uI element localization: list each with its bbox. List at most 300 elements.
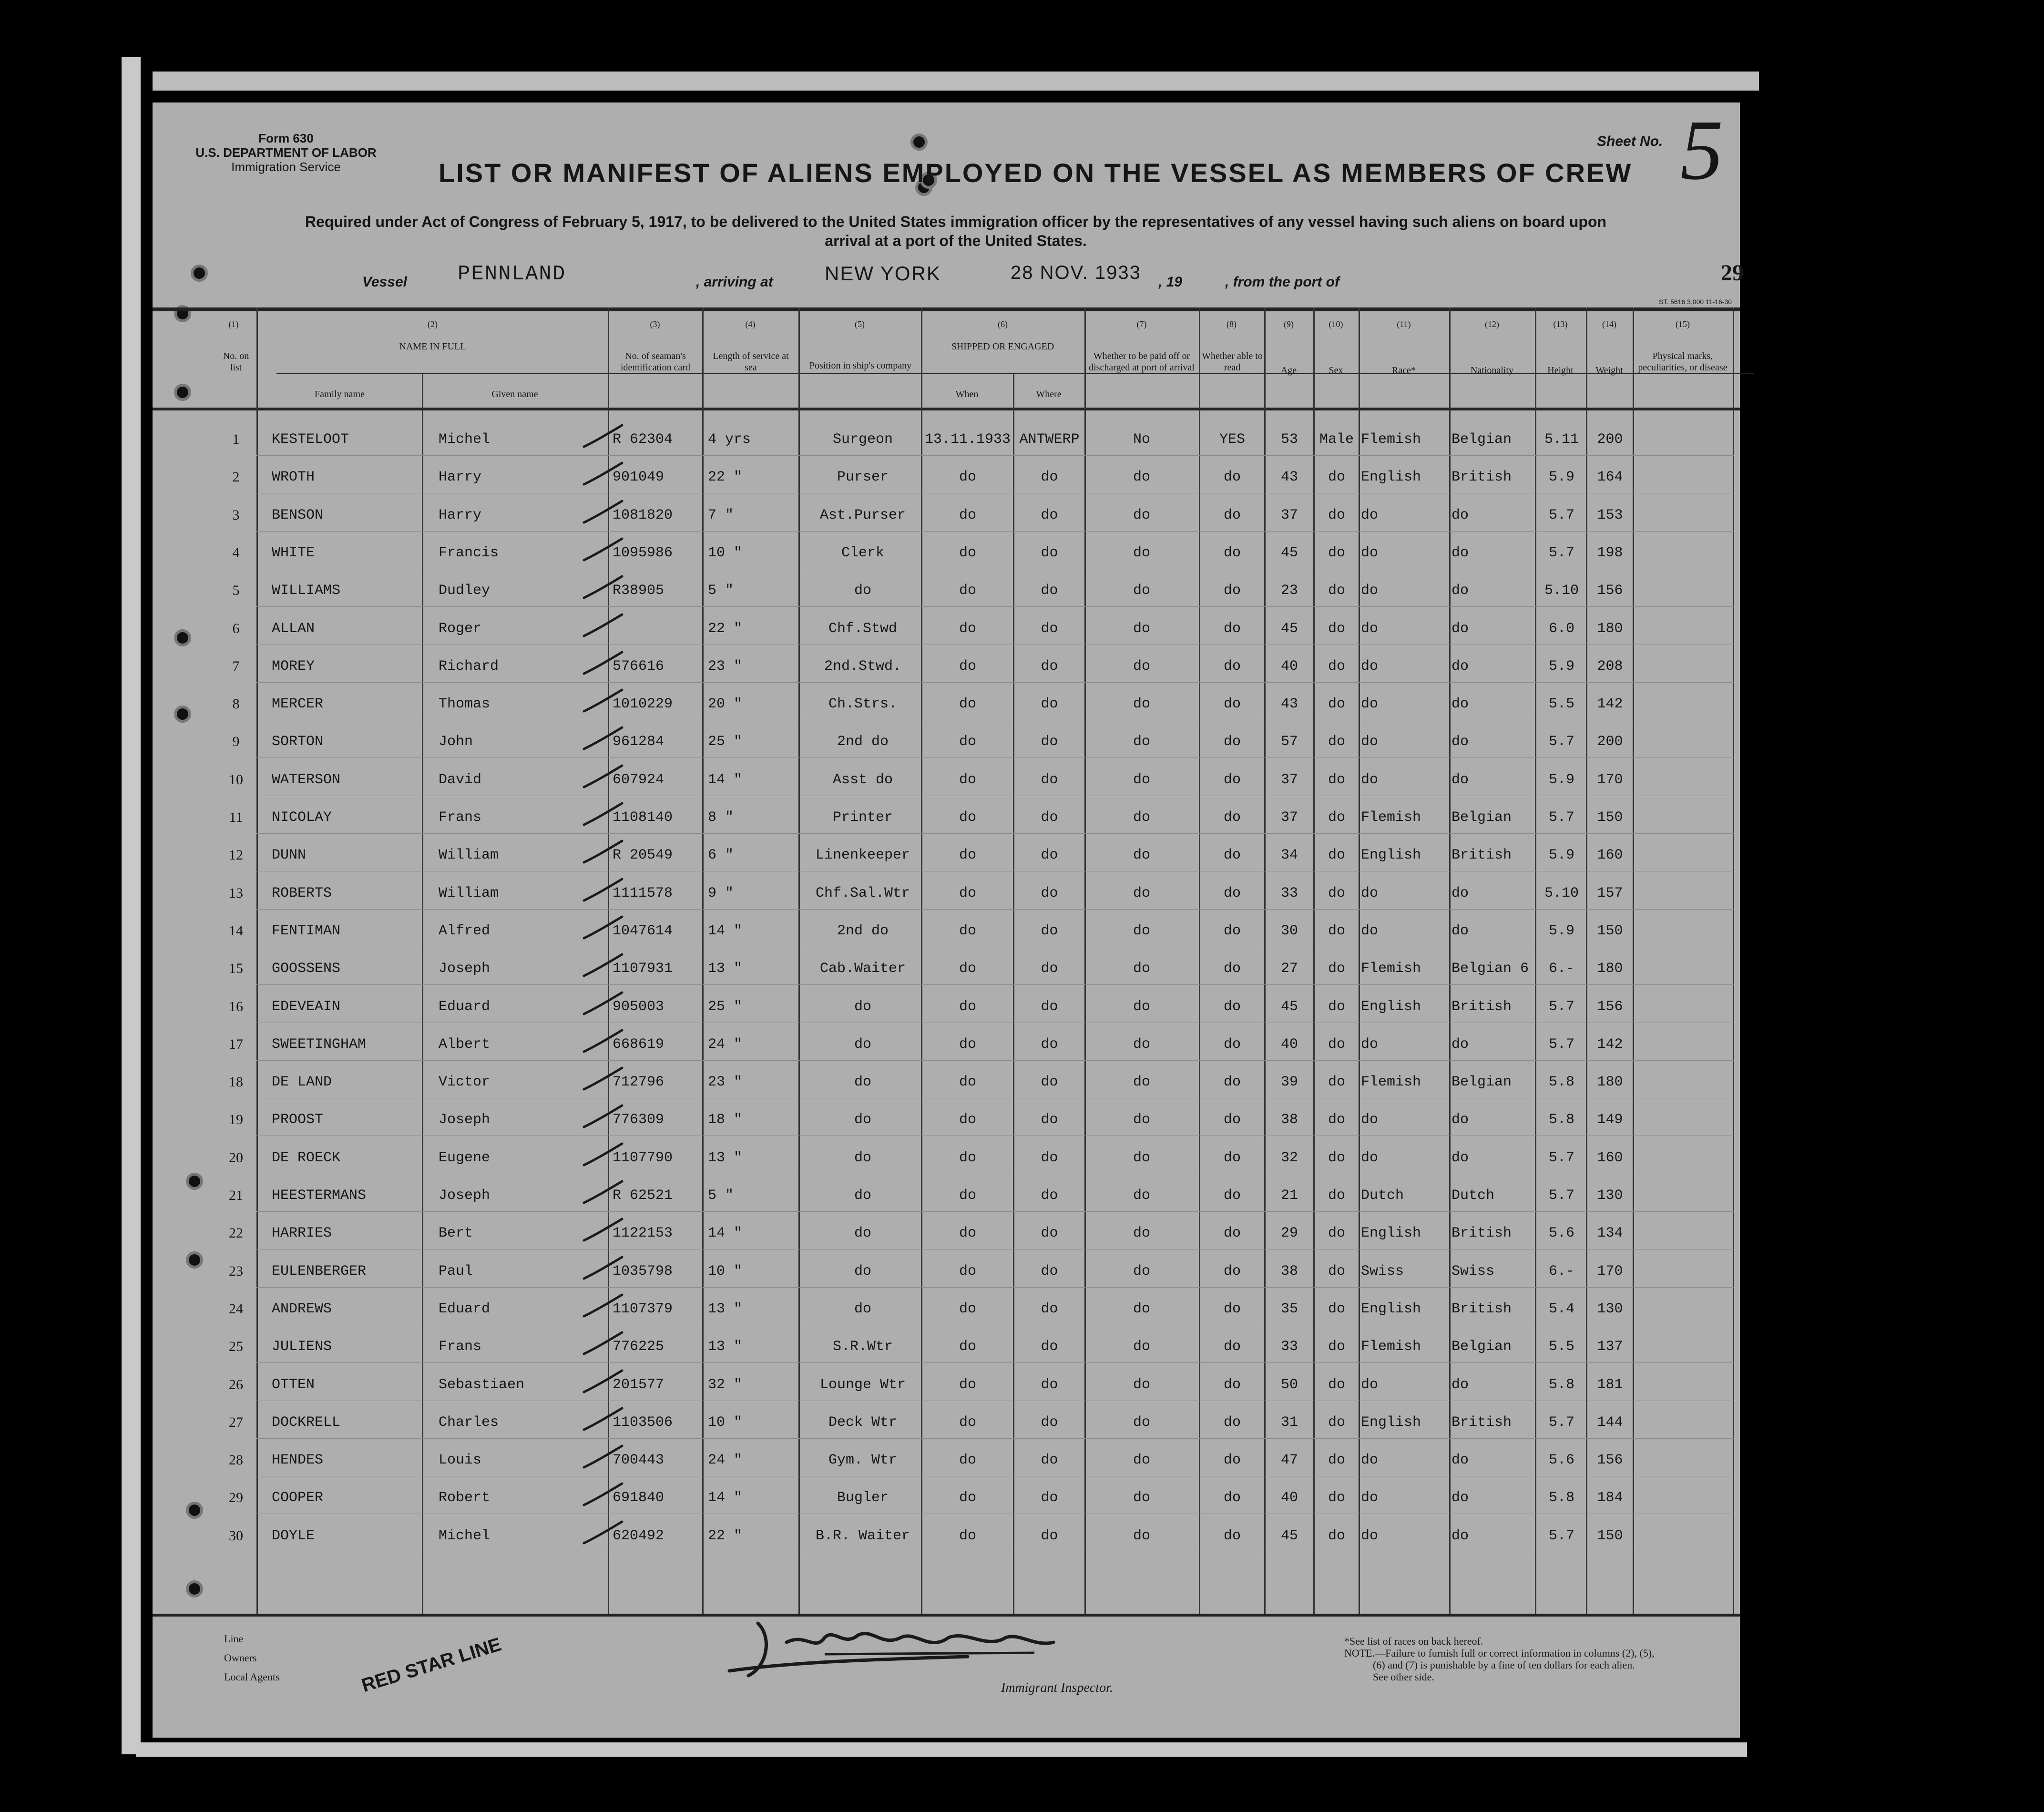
row-13-no: 13	[229, 885, 243, 901]
check-mark-icon	[582, 952, 624, 981]
row-28-when: do	[959, 1452, 976, 1469]
header-when: When	[955, 389, 979, 399]
row-29-sex: do	[1328, 1490, 1345, 1506]
row-5-nat: do	[1451, 583, 1469, 599]
row-16-height: 5.7	[1548, 998, 1574, 1015]
row-8-family: MERCER	[272, 696, 324, 713]
row-rule	[256, 682, 1734, 683]
row-28-age: 47	[1280, 1452, 1298, 1469]
row-1-family: KESTELOOT	[272, 431, 349, 448]
check-mark-icon	[582, 499, 624, 527]
row-23-height: 6.-	[1548, 1263, 1574, 1280]
row-6-given: Roger	[439, 620, 482, 637]
row-21-race: Dutch	[1361, 1188, 1404, 1204]
row-13-paid: do	[1133, 885, 1150, 901]
note-other-side: See other side.	[1373, 1671, 1434, 1683]
row-21-weight: 130	[1597, 1188, 1623, 1204]
row-19-service: 18 "	[708, 1112, 743, 1128]
row-6-weight: 180	[1597, 620, 1623, 637]
row-18-given: Victor	[439, 1074, 491, 1091]
row-13-family: ROBERTS	[272, 885, 332, 901]
row-4-weight: 198	[1597, 544, 1623, 561]
col-num-4: (4)	[745, 319, 756, 329]
row-10-service: 14 "	[708, 771, 743, 788]
col-divider	[1359, 307, 1360, 1614]
row-8-weight: 142	[1597, 696, 1623, 713]
row-30-race: do	[1361, 1527, 1379, 1544]
row-22-position: do	[854, 1225, 871, 1242]
row-11-where: do	[1041, 809, 1058, 826]
check-mark-icon	[582, 1217, 624, 1245]
row-2-no: 2	[232, 469, 240, 485]
header-able-to-read: Whether able to read	[1202, 351, 1263, 373]
row-26-service: 32 "	[708, 1376, 743, 1393]
row-2-when: do	[959, 469, 976, 486]
col-divider	[798, 307, 800, 1614]
row-23-service: 10 "	[708, 1263, 743, 1280]
row-11-no: 11	[229, 809, 243, 825]
row-10-nat: do	[1451, 771, 1469, 788]
page-title: LIST OR MANIFEST OF ALIENS EMPLOYED ON THE VESSEL AS MEMBERS OF CREW	[439, 158, 1633, 188]
header-where: Where	[1036, 389, 1062, 399]
row-4-family: WHITE	[272, 544, 315, 561]
row-4-age: 45	[1280, 544, 1298, 561]
row-25-family: JULIENS	[272, 1339, 332, 1355]
check-mark-icon	[582, 1481, 624, 1510]
row-27-card: 1103506	[613, 1414, 673, 1431]
row-20-card: 1107790	[613, 1149, 673, 1166]
row-25-where: do	[1041, 1339, 1058, 1355]
row-16-card: 905003	[613, 998, 664, 1015]
row-1-age: 53	[1280, 431, 1298, 448]
row-22-nat: British	[1451, 1225, 1512, 1242]
row-23-position: do	[854, 1263, 871, 1280]
row-25-when: do	[959, 1339, 976, 1355]
row-7-sex: do	[1328, 658, 1345, 675]
row-16-weight: 156	[1597, 998, 1623, 1015]
row-19-when: do	[959, 1112, 976, 1128]
row-29-paid: do	[1133, 1490, 1150, 1506]
local-agents-label: Local Agents	[224, 1671, 280, 1683]
row-12-race: English	[1361, 847, 1421, 864]
row-19-card: 776309	[613, 1112, 664, 1128]
row-18-weight: 180	[1597, 1074, 1623, 1091]
row-8-service: 20 "	[708, 696, 743, 713]
row-9-given: John	[439, 734, 473, 750]
row-12-paid: do	[1133, 847, 1150, 864]
row-12-where: do	[1041, 847, 1058, 864]
row-6-no: 6	[232, 620, 240, 636]
row-7-nat: do	[1451, 658, 1469, 675]
row-11-family: NICOLAY	[272, 809, 332, 826]
service-name: Immigration Service	[231, 160, 341, 174]
row-7-where: do	[1041, 658, 1058, 675]
row-25-no: 25	[229, 1339, 243, 1355]
check-mark-icon	[582, 839, 624, 867]
row-15-family: GOOSSENS	[272, 961, 341, 977]
row-22-where: do	[1041, 1225, 1058, 1242]
row-30-family: DOYLE	[272, 1527, 315, 1544]
row-6-nat: do	[1451, 620, 1469, 637]
row-26-where: do	[1041, 1376, 1058, 1393]
row-2-race: English	[1361, 469, 1421, 486]
row-4-sex: do	[1328, 544, 1345, 561]
header-family-name: Family name	[315, 389, 365, 399]
header-no-on-list: No. on list	[223, 351, 249, 373]
row-2-sex: do	[1328, 469, 1345, 486]
row-8-read: do	[1223, 696, 1241, 713]
row-6-sex: do	[1328, 620, 1345, 637]
row-23-race: Swiss	[1361, 1263, 1404, 1280]
col-divider	[1449, 307, 1451, 1614]
row-23-nat: Swiss	[1451, 1263, 1495, 1280]
col-num-14: (14)	[1602, 319, 1616, 329]
row-8-age: 43	[1280, 696, 1298, 713]
row-19-family: PROOST	[272, 1112, 324, 1128]
row-28-height: 5.6	[1548, 1452, 1574, 1469]
red-star-line-stamp: RED STAR LINE	[359, 1634, 504, 1697]
row-7-paid: do	[1133, 658, 1150, 675]
row-15-age: 27	[1280, 961, 1298, 977]
col-num-6: (6)	[998, 319, 1008, 329]
row-26-no: 26	[229, 1376, 243, 1392]
row-7-family: MOREY	[272, 658, 315, 675]
row-19-nat: do	[1451, 1112, 1469, 1128]
row-19-height: 5.8	[1548, 1112, 1574, 1128]
row-7-card: 576616	[613, 658, 664, 675]
row-5-weight: 156	[1597, 583, 1623, 599]
row-18-card: 712796	[613, 1074, 664, 1091]
row-14-sex: do	[1328, 922, 1345, 939]
row-18-nat: Belgian	[1451, 1074, 1512, 1091]
check-mark-icon	[582, 536, 624, 565]
check-mark-icon	[582, 990, 624, 1019]
row-16-when: do	[959, 998, 976, 1015]
arrival-date: 28 NOV. 1933	[1011, 262, 1141, 283]
row-24-position: do	[854, 1300, 871, 1317]
print-code: ST. 5616 3,000 11-16-30	[1659, 298, 1732, 306]
row-18-age: 39	[1280, 1074, 1298, 1091]
row-3-age: 37	[1280, 507, 1298, 523]
page-stack-edge-top	[153, 72, 1759, 91]
row-20-sex: do	[1328, 1149, 1345, 1166]
row-15-read: do	[1223, 961, 1241, 977]
row-18-when: do	[959, 1074, 976, 1091]
row-8-race: do	[1361, 696, 1379, 713]
row-13-age: 33	[1280, 885, 1298, 901]
row-rule	[256, 531, 1734, 532]
row-11-sex: do	[1328, 809, 1345, 826]
row-2-service: 22 "	[708, 469, 743, 486]
row-23-paid: do	[1133, 1263, 1150, 1280]
row-27-service: 10 "	[708, 1414, 743, 1431]
vessel-name: PENNLAND	[458, 262, 566, 286]
row-27-height: 5.7	[1548, 1414, 1574, 1431]
row-27-when: do	[959, 1414, 976, 1431]
col-num-11: (11)	[1397, 319, 1411, 329]
row-7-race: do	[1361, 658, 1379, 675]
col-num-3: (3)	[650, 319, 660, 329]
row-4-paid: do	[1133, 544, 1150, 561]
row-3-position: Ast.Purser	[819, 507, 906, 523]
row-20-where: do	[1041, 1149, 1058, 1166]
row-14-given: Alfred	[439, 922, 491, 939]
row-20-height: 5.7	[1548, 1149, 1574, 1166]
row-9-nat: do	[1451, 734, 1469, 750]
row-19-read: do	[1223, 1112, 1241, 1128]
row-12-family: DUNN	[272, 847, 307, 864]
row-20-family: DE ROECK	[272, 1149, 341, 1166]
row-3-read: do	[1223, 507, 1241, 523]
row-14-nat: do	[1451, 922, 1469, 939]
check-mark-icon	[582, 1292, 624, 1321]
row-25-service: 13 "	[708, 1339, 743, 1355]
row-3-no: 3	[232, 507, 240, 523]
row-26-paid: do	[1133, 1376, 1150, 1393]
vessel-label: Vessel	[362, 274, 407, 290]
row-rule	[256, 1287, 1734, 1288]
check-mark-icon	[582, 1255, 624, 1283]
row-3-card: 1081820	[613, 507, 673, 523]
header-height: Height	[1547, 365, 1574, 376]
col-num-5: (5)	[855, 319, 865, 329]
row-14-height: 5.9	[1548, 922, 1574, 939]
row-13-position: Chf.Sal.Wtr	[815, 885, 910, 901]
punch-hole-icon	[174, 706, 191, 723]
row-8-given: Thomas	[439, 696, 491, 713]
row-rule	[256, 1060, 1734, 1061]
row-4-height: 5.7	[1548, 544, 1574, 561]
row-19-given: Joseph	[439, 1112, 491, 1128]
row-27-position: Deck Wtr	[828, 1414, 898, 1431]
row-3-race: do	[1361, 507, 1379, 523]
punch-hole-icon	[910, 133, 928, 151]
row-26-nat: do	[1451, 1376, 1469, 1393]
row-16-read: do	[1223, 998, 1241, 1015]
row-24-paid: do	[1133, 1300, 1150, 1317]
row-28-position: Gym. Wtr	[828, 1452, 898, 1469]
row-7-no: 7	[232, 658, 240, 674]
row-7-position: 2nd.Stwd.	[824, 658, 902, 675]
row-24-when: do	[959, 1300, 976, 1317]
row-5-where: do	[1041, 583, 1058, 599]
row-3-nat: do	[1451, 507, 1469, 523]
punch-hole-icon	[186, 1580, 203, 1597]
row-24-card: 1107379	[613, 1300, 673, 1317]
row-26-position: Lounge Wtr	[819, 1376, 906, 1393]
header-name-in-full: NAME IN FULL	[399, 341, 466, 352]
row-17-where: do	[1041, 1036, 1058, 1053]
row-23-where: do	[1041, 1263, 1058, 1280]
header-length-service: Length of service at sea	[713, 351, 789, 373]
row-12-card: R 20549	[613, 847, 673, 864]
col-divider	[1084, 307, 1086, 1614]
col-num-1: (1)	[228, 319, 239, 329]
row-20-no: 20	[229, 1149, 243, 1166]
punch-hole-icon	[174, 384, 191, 401]
row-18-race: Flemish	[1361, 1074, 1421, 1091]
row-2-given: Harry	[439, 469, 482, 486]
row-2-family: WROTH	[272, 469, 315, 486]
row-13-service: 9 "	[708, 885, 734, 901]
row-26-age: 50	[1280, 1376, 1298, 1393]
row-14-race: do	[1361, 922, 1379, 939]
row-6-when: do	[959, 620, 976, 637]
row-13-when: do	[959, 885, 976, 901]
row-14-card: 1047614	[613, 922, 673, 939]
row-11-service: 8 "	[708, 809, 734, 826]
row-14-family: FENTIMAN	[272, 922, 341, 939]
row-15-height: 6.-	[1548, 961, 1574, 977]
row-10-paid: do	[1133, 771, 1150, 788]
row-23-read: do	[1223, 1263, 1241, 1280]
row-22-when: do	[959, 1225, 976, 1242]
row-20-position: do	[854, 1149, 871, 1166]
required-notice-line-2: arrival at a port of the United States.	[825, 232, 1087, 249]
row-2-age: 43	[1280, 469, 1298, 486]
row-28-paid: do	[1133, 1452, 1150, 1469]
row-30-paid: do	[1133, 1527, 1150, 1544]
row-15-card: 1107931	[613, 961, 673, 977]
row-6-position: Chf.Stwd	[828, 620, 898, 637]
row-rule	[256, 984, 1734, 985]
row-5-given: Dudley	[439, 583, 491, 599]
row-29-family: COOPER	[272, 1490, 324, 1506]
row-5-read: do	[1223, 583, 1241, 599]
col-divider	[422, 374, 423, 1614]
row-6-service: 22 "	[708, 620, 743, 637]
row-1-race: Flemish	[1361, 431, 1421, 448]
row-27-given: Charles	[439, 1414, 499, 1431]
row-23-sex: do	[1328, 1263, 1345, 1280]
row-20-nat: do	[1451, 1149, 1469, 1166]
form-number: Form 630	[258, 131, 314, 145]
row-10-height: 5.9	[1548, 771, 1574, 788]
row-8-position: Ch.Strs.	[828, 696, 898, 713]
row-9-weight: 200	[1597, 734, 1623, 750]
row-8-sex: do	[1328, 696, 1345, 713]
check-mark-icon	[582, 1330, 624, 1359]
row-30-position: B.R. Waiter	[815, 1527, 910, 1544]
row-11-race: Flemish	[1361, 809, 1421, 826]
check-mark-icon	[582, 1141, 624, 1170]
row-24-family: ANDREWS	[272, 1300, 332, 1317]
col-divider	[1733, 307, 1734, 1614]
row-18-paid: do	[1133, 1074, 1150, 1091]
row-18-family: DE LAND	[272, 1074, 332, 1091]
row-11-height: 5.7	[1548, 809, 1574, 826]
row-10-family: WATERSON	[272, 771, 341, 788]
row-27-where: do	[1041, 1414, 1058, 1431]
row-15-position: Cab.Waiter	[819, 961, 906, 977]
inspector-signature-icon	[701, 1609, 1177, 1685]
row-21-no: 21	[229, 1188, 243, 1203]
row-21-service: 5 "	[708, 1188, 734, 1204]
row-11-nat: Belgian	[1451, 809, 1512, 826]
check-mark-icon	[582, 687, 624, 716]
row-17-no: 17	[229, 1036, 243, 1052]
row-24-no: 24	[229, 1300, 243, 1317]
row-30-given: Michel	[439, 1527, 491, 1544]
row-12-when: do	[959, 847, 976, 864]
row-4-race: do	[1361, 544, 1379, 561]
header-sex: Sex	[1329, 365, 1343, 376]
check-mark-icon	[582, 877, 624, 905]
check-mark-icon	[582, 763, 624, 792]
row-10-sex: do	[1328, 771, 1345, 788]
row-16-age: 45	[1280, 998, 1298, 1015]
row-24-sex: do	[1328, 1300, 1345, 1317]
row-14-age: 30	[1280, 922, 1298, 939]
row-21-card: R 62521	[613, 1188, 673, 1204]
row-3-height: 5.7	[1548, 507, 1574, 523]
row-30-card: 620492	[613, 1527, 664, 1544]
row-21-age: 21	[1280, 1188, 1298, 1204]
row-1-sex: Male	[1319, 431, 1354, 448]
row-21-height: 5.7	[1548, 1188, 1574, 1204]
row-30-where: do	[1041, 1527, 1058, 1544]
row-26-weight: 181	[1597, 1376, 1623, 1393]
row-12-no: 12	[229, 847, 243, 863]
row-18-read: do	[1223, 1074, 1241, 1091]
row-13-nat: do	[1451, 885, 1469, 901]
row-23-given: Paul	[439, 1263, 473, 1280]
row-28-service: 24 "	[708, 1452, 743, 1469]
row-3-when: do	[959, 507, 976, 523]
row-17-family: SWEETINGHAM	[272, 1036, 367, 1053]
arriving-label: , arriving at	[696, 274, 773, 290]
row-13-height: 5.10	[1544, 885, 1579, 901]
punch-hole-icon	[191, 265, 208, 282]
row-19-where: do	[1041, 1112, 1058, 1128]
row-11-card: 1108140	[613, 809, 673, 826]
row-15-paid: do	[1133, 961, 1150, 977]
row-10-read: do	[1223, 771, 1241, 788]
row-3-sex: do	[1328, 507, 1345, 523]
header-nationality: Nationality	[1471, 365, 1513, 376]
row-30-nat: do	[1451, 1527, 1469, 1544]
arrival-port: NEW YORK	[825, 262, 941, 285]
row-4-card: 1095986	[613, 544, 673, 561]
row-2-where: do	[1041, 469, 1058, 486]
row-1-read: YES	[1219, 431, 1245, 448]
header-bottom-rule	[153, 408, 1740, 410]
row-6-height: 6.0	[1548, 620, 1574, 637]
row-20-when: do	[959, 1149, 976, 1166]
row-29-service: 14 "	[708, 1490, 743, 1506]
row-15-race: Flemish	[1361, 961, 1421, 977]
row-28-race: do	[1361, 1452, 1379, 1469]
sheet-number: 5	[1680, 102, 1723, 197]
row-14-weight: 150	[1597, 922, 1623, 939]
row-10-where: do	[1041, 771, 1058, 788]
row-25-paid: do	[1133, 1339, 1150, 1355]
row-17-when: do	[959, 1036, 976, 1053]
page-stack-edge-left	[122, 57, 141, 1754]
row-8-no: 8	[232, 696, 240, 712]
row-18-service: 23 "	[708, 1074, 743, 1091]
row-10-race: do	[1361, 771, 1379, 788]
row-22-no: 22	[229, 1225, 243, 1241]
header-paid-off: Whether to be paid off or discharged at port of arrival	[1089, 351, 1195, 373]
row-12-service: 6 "	[708, 847, 734, 864]
row-28-nat: do	[1451, 1452, 1469, 1469]
row-29-given: Robert	[439, 1490, 491, 1506]
row-17-height: 5.7	[1548, 1036, 1574, 1053]
row-29-read: do	[1223, 1490, 1241, 1506]
row-19-race: do	[1361, 1112, 1379, 1128]
row-27-age: 31	[1280, 1414, 1298, 1431]
